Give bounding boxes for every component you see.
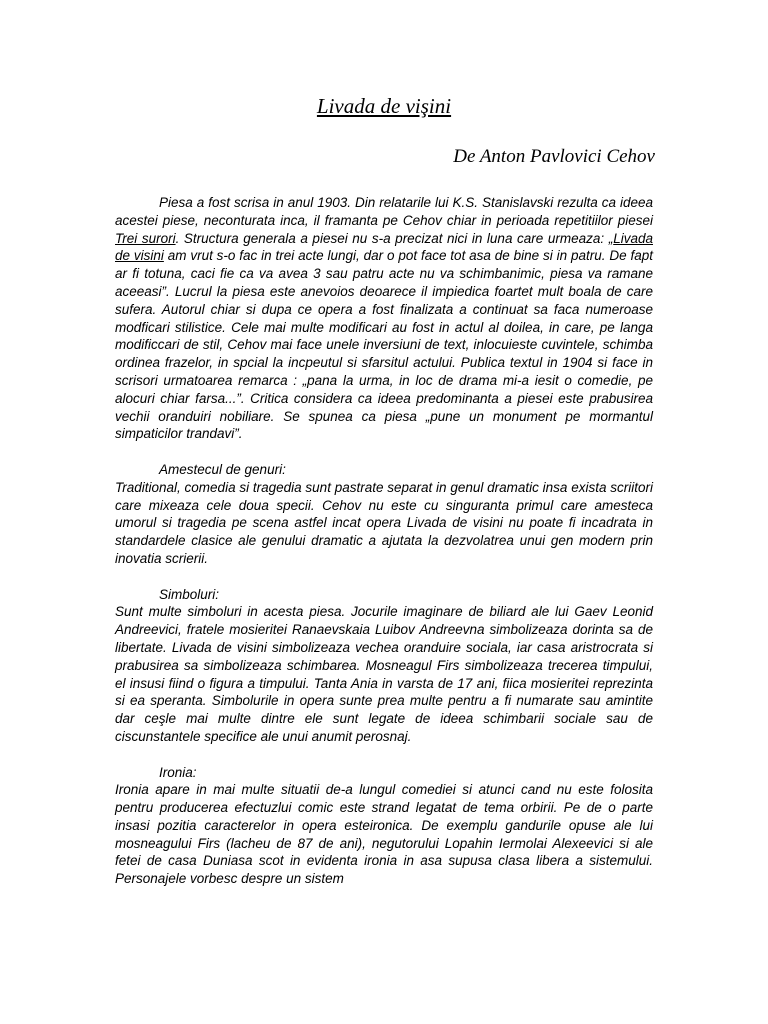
intro-text-3: am vrut s-o fac in trei acte lungi, dar o pot face tot asa de bine si in patru. De fapt ar fi totuna, caci fie ca va avea 3 sau patru acte nu va schimbanimic, piesa va ramane aceeasi”. Lucrul la piesa este anevoios deoarece il impiedica foartet mult boala de care sufera. Autorul chiar si dupa ce opera a fost finalizata a continuat sa faca numeroase modficari stilistice. Cele mai multe modificari au fost in actul al doilea, in care, pe langa modificcari de stil, Cehov mai face unele inversiuni de text, inlocuieste cuvintele, schimba ordinea frazelor, in spcial la incpeutul si sfarsitul actului. Publica textul in 1904 si face in scrisori urmatoarea remarca : „pana la urma, in loc de drama mi-a iesit o comedie, pe alocuri chiar farsa...”. Critica considera ca ideea predominanta a piesei este prabusirea vechii oranduiri nobiliare. Se spunea ca piesa „pune un monument pe mormantul simpaticilor trandavi”. [115,248,653,442]
section-heading-irony: Ironia: [159,764,197,780]
intro-text-1: Piesa a fost scrisa in anul 1903. Din relatarile lui K.S. Stanislavski rezulta ca ideea acestei piese, neconturata inca, il framanta pe Cehov chiar in perioada repetitiilor piesei [115,195,653,228]
link-livada-de-visini[interactable]: Livada de visini [115,230,653,264]
document-body [115,194,653,888]
section-text-symbols: Sunt multe simboluri in acesta piesa. Jocurile imaginare de biliard ale lui Gaev Leonid Andreevici, fratele mosieritei Ranaevskaia Luibov Andreevna simbolizeaza dorinta sa de libertate. Livada de visini simbolizeaza vechea oranduire sociala, iar casa aristrocrata si prabusirea sa simbolizeaza schimbarea. Mosneagul Firs simbolizeaza trecerea timpului, el insusi fiind o figura a timpului. Tanta Ania in varsta de 17 ani, fiica mosieritei reprezinta si ea speranta. Simbolurile in opera sunte prea multe pentru a fi numarate sau amintite dar ceşle mai multe dintre ele sunt legate de ideea schimbarii sociale sau de ciscunstantele specifice ale unui anumit perosnaj. [115,604,653,744]
section-heading-symbols: Simboluri: [159,586,220,602]
intro-paragraph [115,194,653,443]
section-text-genres: Traditional, comedia si tragedia sunt pastrate separat in genul dramatic insa exista scriitori care mixeaza cele doua specii. Cehov nu este cu singuranta primul care amesteca umorul si tragedia pe scena astfel incat opera Livada de visini nu poate fi incadrata in standardele clasice ale genului dramatic a ajutata la dezvolatrea unui gen modern prin inovatia scrierii. [115,479,653,566]
link-trei-surori[interactable]: Trei surori [115,230,176,246]
section-heading-genres: Amestecul de genuri: [159,461,286,477]
section-text-irony: Ironia apare in mai multe situatii de-a lungul comediei si atunci cand nu este folosita pentru producerea efectuzlui comic este strand legatat de tema orbirii. Pe de o parte insasi pozitia caracterelor in opera esteironica. De exemplu gandurile opuse ale lui mosneagului Firs (lacheu de 87 de ani), negutorului Lopahin Iermolai Alexeevici si ale fetei de casa Duniasa scot in evidenta ironia in asa supusa clasa libera a sistemului. Personajele vorbesc despre un sistem [115,782,653,887]
document-title: Livada de vişini [316,94,452,118]
document-author: De Anton Pavlovici Cehov [453,146,655,167]
intro-text-2: . Structura generala a piesei nu s-a precizat nici in luna care urmeaza: „ [175,230,614,246]
